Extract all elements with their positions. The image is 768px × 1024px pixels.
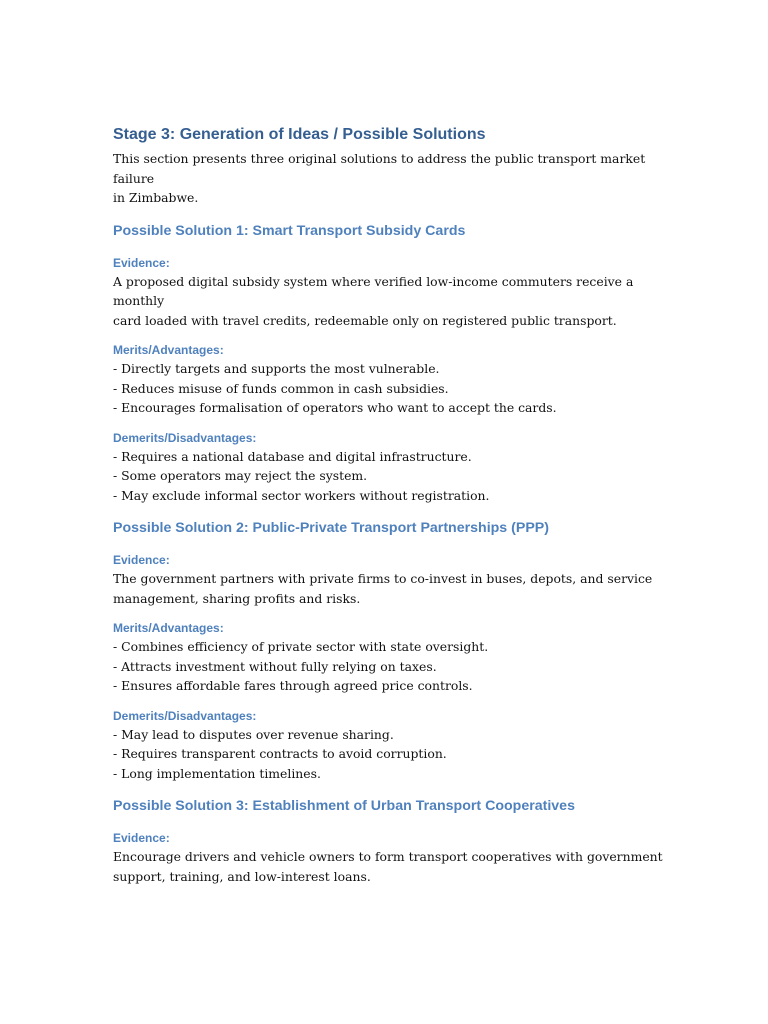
intro-line: in Zimbabwe. [113,190,199,205]
merit-item: - Directly targets and supports the most vulnerable. [113,361,440,376]
demerit-item: - Requires a national database and digital infrastructure. [113,448,472,464]
merit-item: - Encourages formalisation of operators who want to accept the cards. [113,400,557,415]
merit-item: - Ensures affordable fares through agreed price controls. [113,678,473,693]
solution-3-evidence-text [113,847,673,886]
evidence-line: management, sharing profits and risks. [113,590,361,606]
document-body [113,124,673,886]
evidence-line: The government partners with private firms to co-invest in buses, depots, and service [113,571,653,586]
solution-2-merits-label: Merits/Advantages: [113,621,224,635]
stage-intro [113,149,673,208]
merit-item: - Attracts investment without fully relying on taxes. [113,658,437,674]
demerit-item: - May exclude informal sector workers without registration. [113,487,490,503]
evidence-line: Encourage drivers and vehicle owners to form transport cooperatives with government [113,849,663,864]
solution-1-evidence-text [113,272,673,331]
demerit-item: - May lead to disputes over revenue sharing. [113,726,394,742]
solution-3-heading: Possible Solution 3: Establishment of Urban Transport Cooperatives [113,798,575,814]
merit-item: - Combines efficiency of private sector with state oversight. [113,639,489,654]
demerit-item: - Long implementation timelines. [113,765,321,781]
solution-1-evidence-label: Evidence: [113,255,170,270]
demerit-item: - Some operators may reject the system. [113,468,368,483]
demerit-item: - Requires transparent contracts to avoid corruption. [113,746,447,761]
merit-item: - Reduces misuse of funds common in cash subsidies. [113,380,449,396]
solution-1-merits-list [113,359,673,418]
intro-line: This section presents three original solutions to address the public transport market failure [113,151,646,186]
solution-2-demerits-label: Demerits/Disadvantages: [113,708,257,723]
solution-2-merits-list [113,637,673,696]
solution-2-evidence-text [113,569,673,608]
stage-heading: Stage 3: Generation of Ideas / Possible Solutions [113,126,486,143]
solution-1-heading: Possible Solution 1: Smart Transport Subsidy Cards [113,222,466,239]
evidence-line: A proposed digital subsidy system where verified low-income commuters receive a monthly [113,273,634,308]
solution-1-demerits-list [113,447,673,506]
evidence-line: card loaded with travel credits, redeemable only on registered public transport. [113,312,617,328]
solution-1-merits-label: Merits/Advantages: [113,343,224,357]
solution-2-heading: Possible Solution 2: Public-Private Transport Partnerships (PPP) [113,520,549,536]
solution-1-demerits-label: Demerits/Disadvantages: [113,430,257,445]
solution-2-demerits-list [113,725,673,784]
solution-3-evidence-label: Evidence: [113,831,170,845]
evidence-line: support, training, and low-interest loans. [113,868,371,884]
solution-2-evidence-label: Evidence: [113,553,170,567]
